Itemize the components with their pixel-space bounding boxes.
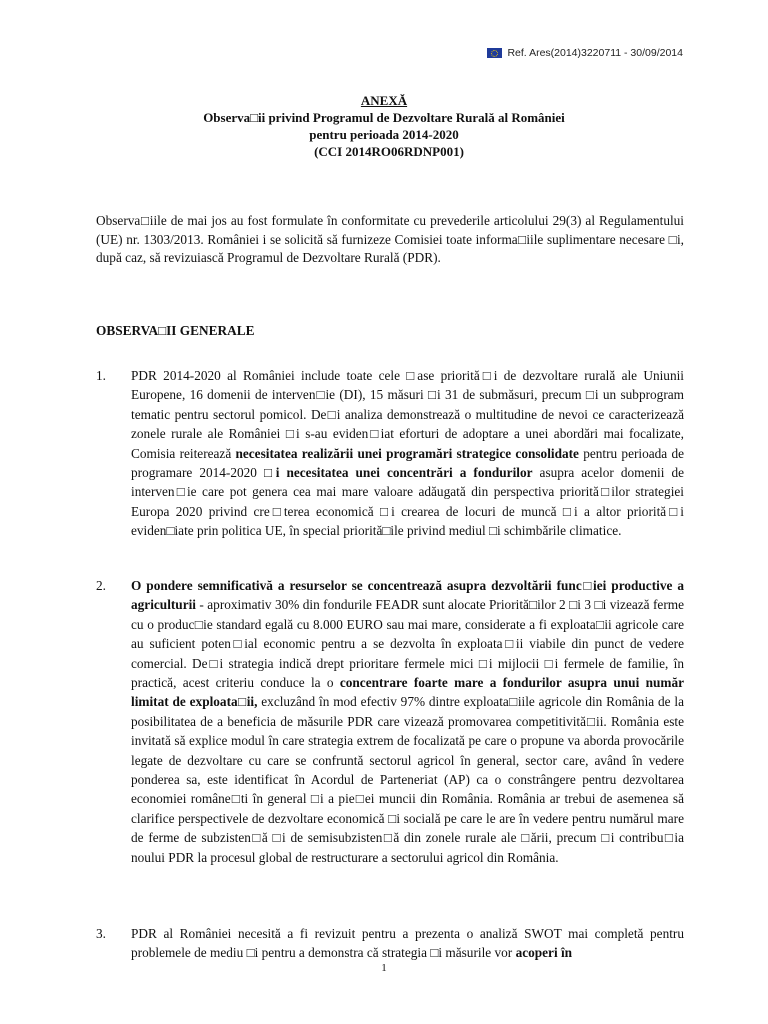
intro-paragraph: Observa□iile de mai jos au fost formulate în conformitate cu prevederile articolului 29(3) al Regulamentului (UE) nr. 1303/2013. României i se solicită să furnizeze Comisiei toate informa□iile suplimentare necesare □i, după caz, să revizuiască Programul de Dezvoltare Rurală (PDR). bbox=[96, 213, 684, 266]
item-number: 2. bbox=[96, 578, 106, 593]
page-number: 1 bbox=[381, 962, 387, 974]
reference-header bbox=[487, 47, 683, 59]
bold-run: necesitatea realizării unei programări strategice consolidate bbox=[235, 445, 579, 461]
text-run: PDR al României necesită a fi revizuit pentru a prezenta o analiză SWOT mai completă pentru problemele de mediu □i pentru a demonstra că strategia □i măsurile vor bbox=[131, 926, 684, 961]
item-text bbox=[131, 924, 684, 963]
eu-flag-icon bbox=[487, 48, 502, 58]
bold-run: O pondere semnificativă a resurselor se concentrează asupra dezvoltării func□iei productive a agriculturii bbox=[131, 578, 684, 613]
document-title bbox=[0, 92, 768, 160]
annex-heading: ANEXĂ bbox=[360, 93, 408, 108]
title-line-3: (CCI 2014RO06RDNP001) bbox=[314, 144, 464, 159]
list-item bbox=[96, 576, 684, 867]
text-run: excluzând în mod efectiv 97% dintre exploata□iile agricole din România de la posibilitatea de a beneficia de măsurile PDR care vizează promovarea competitivită□ii. România este invitată să explice modul în care strategia extrem de focalizată pe care o propune va aborda provocările legate de dezvoltare cu care se confruntă sectorul agricol în general, sector care, având în vedere ponderea sa, este identificat în Acordul de Parteneriat (AP) ca o constrângere pentru dezvoltarea economiei române□ti în general □i a pie□ei muncii din România. România ar trebui de asemenea să clarifice perspectivele de dezvoltare economică □i socială pe care le are în vedere pentru numărul mare de ferme de subzisten□ă □i de semisubzisten□ă din zonele rurale ale □ării, precum □i contribu□ia noului PDR la procesul global de restructurare a sectorului agricol din România. bbox=[131, 694, 684, 865]
item-text bbox=[131, 576, 684, 867]
reference-text: Ref. Ares(2014)3220711 - 30/09/2014 bbox=[507, 47, 683, 59]
text-run: PDR 2014-2020 al României include toate cele □ase priorită□i de dezvoltare rurală ale Uniunii Europene, 16 domenii de interven□ie (DI), 15 măsuri □i 31 de submăsuri, precum □i un subprogram tematic pentru sectorul pomicol. De□i analiza demonstrează o multitudine de nevoi ce caracterizează zonele rurale ale României □i s-au eviden□iat eforturi de adoptare a unei abordări mai focalizate, Comisia reiterează bbox=[131, 368, 684, 461]
item-number: 3. bbox=[96, 926, 106, 941]
section-heading: OBSERVA□II GENERALE bbox=[96, 323, 255, 338]
list-item bbox=[96, 924, 684, 963]
title-line-1: Observa□ii privind Programul de Dezvoltare Rurală al României bbox=[203, 110, 565, 125]
list-item bbox=[96, 366, 684, 541]
item-number: 1. bbox=[96, 368, 106, 383]
text-run: pentru perioada de programare 2014-2020 bbox=[131, 445, 685, 481]
text-run: asupra acelor domenii de interven□ie care pot genera cea mai mare valoare adăugată din perspectiva priorită□ilor strategiei Europa 2020 privind cre□terea economică □i crearea de locuri de muncă □i a altor priorită□i eviden□iate prin politica UE, în special priorită□ile privind mediul □i schimbările climatice. bbox=[131, 465, 684, 539]
bold-run: concentrare foarte mare a fondurilor asupra unui număr limitat de exploata□ii, bbox=[131, 675, 684, 710]
title-line-2: pentru perioada 2014-2020 bbox=[309, 127, 459, 142]
bold-run: acoperi în bbox=[515, 945, 573, 961]
text-run: - aproximativ 30% din fondurile FEADR sunt alocate Priorită□ilor 2 □i 3 □i vizează ferme cu o produc□ie standard egală cu 8.000 EURO sau mai mare, considerate a fi exploata□ii agricole care au suficient poten□ial economic pentru a se dezvolta în exploata□ii viabile din punct de vedere comercial. De□i strategia indică drept prioritare fermele mici □i mijlocii □i fermele de familie, în practică, acest criteriu conduce la o bbox=[131, 597, 684, 691]
item-text bbox=[131, 366, 684, 541]
bold-run: □i necesitatea unei concentrări a fondurilor bbox=[263, 465, 533, 481]
